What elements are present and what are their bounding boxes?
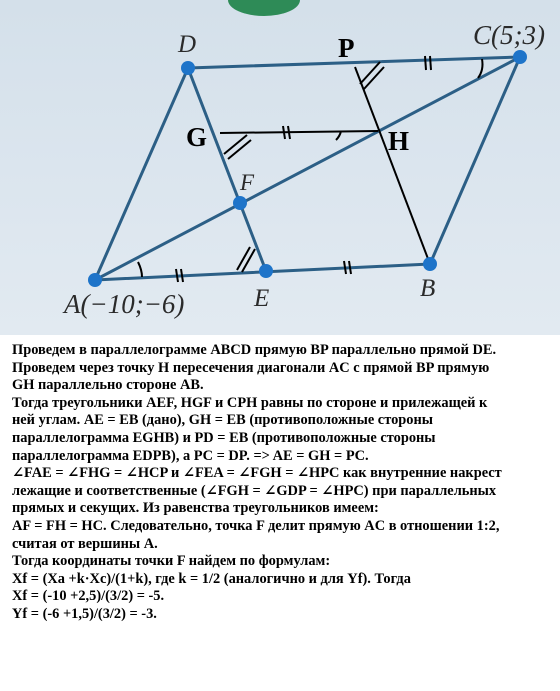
solution-line: AF = FH = HC. Следовательно, точка F делит прямую AC в отношении 1:2, [12, 517, 500, 534]
parallel-mark-g [224, 135, 247, 154]
solution-line: Тогда координаты точки F найдем по формулам: [12, 553, 331, 570]
parallel-mark-p [364, 67, 384, 89]
solution-line: ∠FAE = ∠FHG = ∠HCP и ∠FEA = ∠FGH = ∠HPC как внутренние накрест [12, 465, 502, 482]
tick-eb [344, 261, 346, 274]
point-d [181, 61, 195, 75]
point-a [88, 273, 102, 287]
solution-line: прямых и секущих. Из равенства треугольников имеем: [12, 500, 379, 517]
parallel-marks [224, 62, 384, 272]
label-c: C(5;3) [473, 20, 545, 50]
point-b [423, 257, 437, 271]
label-b: B [420, 275, 436, 302]
solution-line: Yf = (-6 +1,5)/(3/2) = -3. [12, 605, 157, 622]
tick-pc [425, 56, 426, 70]
tick-gh [283, 126, 285, 139]
side-da [95, 68, 188, 280]
tick-ae [181, 269, 183, 282]
point-e [259, 264, 273, 278]
solution-line: Xf = (Xa +k·Xc)/(1+k), где k = 1/2 (аналогично и для Yf). Тогда [12, 570, 411, 587]
tick-ae [176, 269, 178, 282]
solution-line: Проведем через точку H пересечения диагонали AC с прямой BP прямую [12, 359, 490, 376]
segment-gh [220, 131, 378, 133]
parallelogram-diagram [0, 0, 560, 335]
parallel-mark-de [242, 249, 255, 272]
tick-pc [430, 56, 431, 70]
solution-line: Проведем в параллелограмме ABCD прямую BP параллельно прямой DE. [12, 342, 497, 358]
label-e: E [254, 285, 270, 312]
solution-line: GH параллельно стороне AB. [12, 377, 204, 394]
geometry-figure [0, 0, 560, 335]
label-a: A(−10;−6) [64, 289, 185, 319]
label-g: G [186, 122, 208, 152]
parallel-mark-p [360, 62, 380, 84]
side-bc [430, 57, 520, 264]
tick-eb [349, 261, 351, 274]
solution-line: Тогда треугольники AEF, HGF и CPH равны по стороне и прилежащей к [12, 394, 488, 411]
point-f [233, 196, 247, 210]
label-d: D [178, 31, 197, 58]
solution-line: параллелограмма EDPB), а PC = DP. => AE = GH = PC. [12, 447, 369, 464]
parallel-mark-g [228, 140, 251, 159]
tick-gh [288, 126, 290, 139]
parallelogram-sides [95, 57, 520, 280]
segment-bp [355, 67, 430, 264]
solution-text [12, 342, 557, 624]
label-p: P [338, 33, 355, 63]
label-h: H [388, 126, 410, 156]
solution-line: Xf = (-10 +2,5)/(3/2) = -5. [12, 588, 165, 605]
solution-line: параллелограмма EGHB) и PD = EB (противоположные стороны [12, 429, 436, 446]
solution-line: лежащие и соответственные (∠FGH = ∠GDP = ∠HPC) при параллельных [12, 482, 497, 499]
solution-line: ней углам. AE = EB (дано), GH = EB (противоположные стороны [12, 412, 433, 429]
solution-line: считая от вершины A. [12, 535, 158, 552]
point-c [513, 50, 527, 64]
parallel-mark-de [237, 247, 250, 270]
label-f: F [240, 170, 255, 195]
diagonal-ac [95, 57, 520, 280]
segment-de [188, 68, 266, 271]
green-badge-icon [228, 0, 300, 16]
angle-a-arc [138, 262, 142, 277]
angle-c-arc [478, 59, 483, 78]
